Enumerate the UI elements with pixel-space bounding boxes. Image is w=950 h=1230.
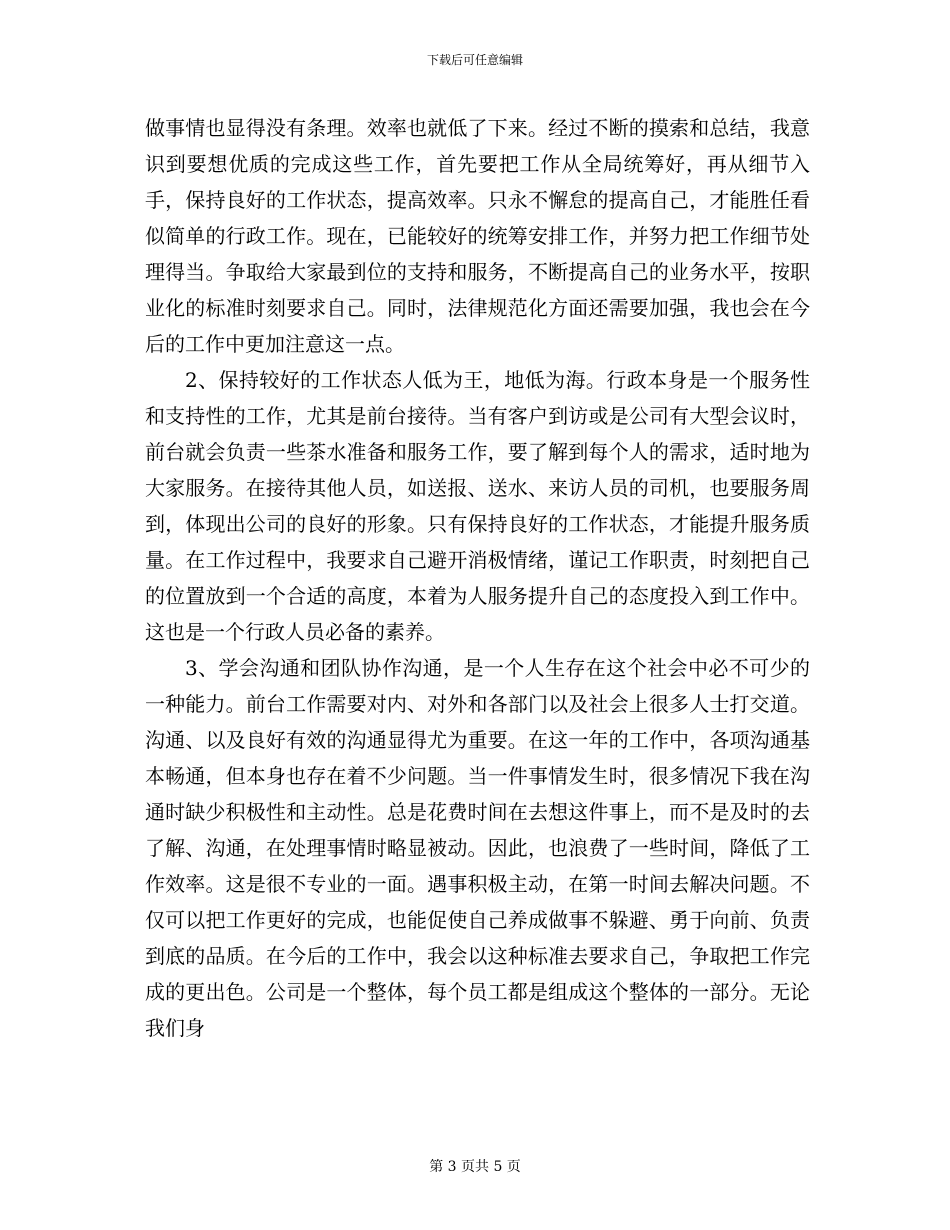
page-header: 下载后可任意编辑 bbox=[426, 53, 523, 67]
paragraph-continuation: 做事情也显得没有条理。效率也就低了下来。经过不断的摸索和总结，我意识到要想优质的完成这些工作，首先要把工作从全局统筹好，再从细节入手，保持良好的工作状态，提高效率。只永不懈怠的提高自己，才能胜任看似简单的行政工作。现在，已能较好的统筹安排工作，并努力把工作细节处理得当。争取给大家最到位的支持和服务，不断提高自己的业务水平，按职业化的标准时刻要求自己。同时，法律规范化方面还需要加强，我也会在今后的工作中更加注意这一点。 bbox=[145, 116, 810, 356]
paragraph-work-state: 2、保持较好的工作状态人低为王，地低为海。行政本身是一个服务性和支持性的工作，尤其是前台接待。当有客户到访或是公司有大型会议时，前台就会负责一些茶水准备和服务工作，要了解到每个人的需求，适时地为大家服务。在接待其他人员，如送报、送水、来访人员的司机，也要服务周到，体现出公司的良好的形象。只有保持良好的工作状态，才能提升服务质量。在工作过程中，我要求自己避开消极情绪，谨记工作职责，时刻把自己的位置放到一个合适的高度，本着为人服务提升自己的态度投入到工作中。这也是一个行政人员必备的素养。 bbox=[145, 368, 810, 644]
document-body bbox=[145, 110, 810, 1046]
page-footer: 第 3 页共 5 页 bbox=[429, 1159, 521, 1175]
paragraph-communication: 3、学会沟通和团队协作沟通，是一个人生存在这个社会中必不可少的一种能力。前台工作需要对内、对外和各部门以及社会上很多人士打交道。沟通、以及良好有效的沟通显得尤为重要。在这一年的工作中，各项沟通基本畅通，但本身也存在着不少问题。当一件事情发生时，很多情况下我在沟通时缺少积极性和主动性。总是花费时间在去想这件事上，而不是及时的去了解、沟通，在处理事情时略显被动。因此，也浪费了一些时间，降低了工作效率。这是很不专业的一面。遇事积极主动，在第一时间去解决问题。不仅可以把工作更好的完成，也能促使自己养成做事不躲避、勇于向前、负责到底的品质。在今后的工作中，我会以这种标准去要求自己，争取把工作完成的更出色。公司是一个整体，每个员工都是组成这个整体的一部分。无论我们身 bbox=[145, 656, 810, 1040]
